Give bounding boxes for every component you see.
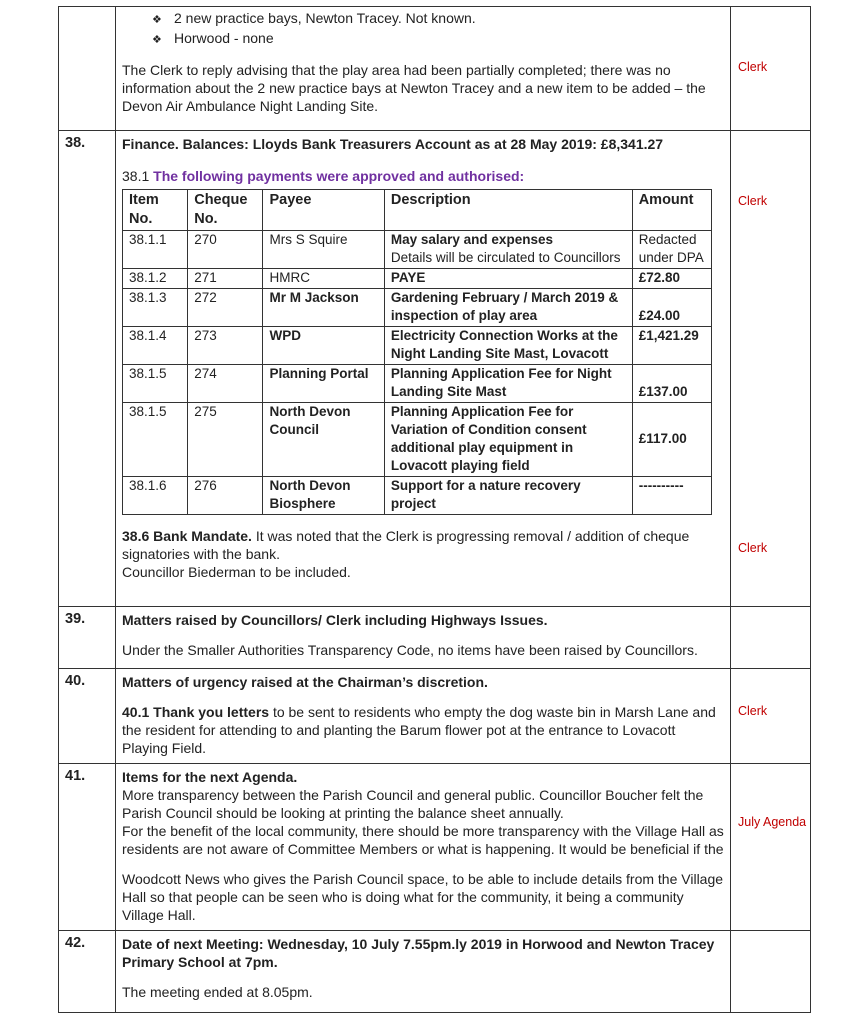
- col-header-payee: Payee: [263, 190, 384, 231]
- minutes-row-37: [59, 7, 811, 131]
- action-owner: July Agenda: [731, 764, 811, 931]
- payments-intro: 38.1 The following payments were approved and authorised:: [122, 168, 525, 184]
- payments-table: [122, 189, 712, 515]
- table-row: 38.1.4 273 WPD Electricity Connection Works at the Night Landing Site Mast, Lovacott £1,421.29: [123, 327, 712, 365]
- minutes-row-40: 40. Matters of urgency raised at the Chairman’s discretion. 40.1 Thank you letters to be sent to residents who empty the dog waste bin in Marsh Lane and the resident for attending to and planting the Barum flower pot at the entrance to Lovacott Playing Field. Clerk: [59, 669, 811, 764]
- table-row: 38.1.5 274 Planning Portal Planning Application Fee for Night Landing Site Mast £137.00: [123, 365, 712, 403]
- minutes-table: [58, 6, 811, 1013]
- table-row: 38.1.1 270 Mrs S Squire May salary and expenses Details will be circulated to Councillors Redacted under DPA: [123, 231, 712, 269]
- item-number: 41.: [59, 764, 116, 931]
- payments-header-row: [123, 190, 712, 231]
- table-row: 38.1.6 276 North Devon Biosphere Support for a nature recovery project ----------: [123, 477, 712, 515]
- diamond-bullet-icon: ❖: [152, 14, 162, 26]
- clerk-reply-text: The Clerk to reply advising that the play area had been partially completed; there was no information about the 2 new practice bays at Newton Tracey and a new item to be added – the Devon Air Ambulance Night Landing Site.: [122, 62, 706, 114]
- bank-mandate-note: Councillor Biederman to be included.: [122, 564, 351, 580]
- minutes-row-39: 39. Matters raised by Councillors/ Clerk including Highways Issues. Under the Smaller Authorities Transparency Code, no items have been raised by Councillors.: [59, 607, 811, 669]
- col-header-description: Description: [384, 190, 632, 231]
- action-owner: Clerk: [738, 541, 768, 555]
- bullet-item: ❖ 2 new practice bays, Newton Tracey. Not known.: [122, 9, 724, 29]
- item-number: 39.: [59, 607, 116, 669]
- minutes-row-38: [59, 131, 811, 607]
- minutes-row-42: 42. Date of next Meeting: Wednesday, 10 July 7.55pm.ly 2019 in Horwood and Newton Tracey Primary School at 7pm. The meeting ended at 8.05pm.: [59, 931, 811, 1013]
- action-owner: Clerk: [731, 7, 811, 131]
- bank-mandate-text: 38.6 Bank Mandate. It was noted that the Clerk is progressing removal / addition of cheque signatories with the bank.: [122, 528, 690, 562]
- action-owner: Clerk: [731, 669, 811, 764]
- section-heading: Date of next Meeting: Wednesday, 10 July 7.55pm.ly 2019 in Horwood and Newton Tracey Primary School at 7pm.: [122, 936, 715, 970]
- table-row: 38.1.5 275 North Devon Council Planning Application Fee for Variation of Condition consent additional play equipment in Lovacott playing field £117.00: [123, 403, 712, 477]
- table-row: 38.1.2 271 HMRC PAYE £72.80: [123, 269, 712, 289]
- bullet-item: ❖ Horwood - none: [122, 29, 724, 49]
- diamond-bullet-icon: ❖: [152, 34, 162, 46]
- section-heading: Matters of urgency raised at the Chairman’s discretion.: [122, 674, 488, 690]
- item-number: 38.: [59, 131, 116, 607]
- action-owner: Clerk: [738, 194, 768, 208]
- finance-heading: Finance. Balances: Lloyds Bank Treasurers Account as at 28 May 2019: £8,341.27: [122, 136, 664, 152]
- table-row: 38.1.3 272 Mr M Jackson Gardening February / March 2019 & inspection of play area £24.00: [123, 289, 712, 327]
- minutes-page: [58, 6, 807, 1013]
- section-heading: Matters raised by Councillors/ Clerk including Highways Issues.: [122, 612, 548, 628]
- col-header-amount: Amount: [632, 190, 711, 231]
- col-header-item: Item No.: [123, 190, 188, 231]
- minutes-row-41: 41. Items for the next Agenda. More transparency between the Parish Council and general public. Councillor Boucher felt the Parish Council should be looking at printing the balance sheet annually. For the benefit of the local community, there should be more transparency with the Village Hall as residents are not aware of Committee Members or what is happening. It would be beneficial if the Woodcott News who gives the Parish Council space, to be able to include details from the Village Hall so that people can be seen who is doing what for the community, it being a community Village Hall. July Agenda: [59, 764, 811, 931]
- col-header-cheque: Cheque No.: [188, 190, 263, 231]
- item-number: 40.: [59, 669, 116, 764]
- section-heading: Items for the next Agenda.: [122, 769, 298, 785]
- item-number: 42.: [59, 931, 116, 1013]
